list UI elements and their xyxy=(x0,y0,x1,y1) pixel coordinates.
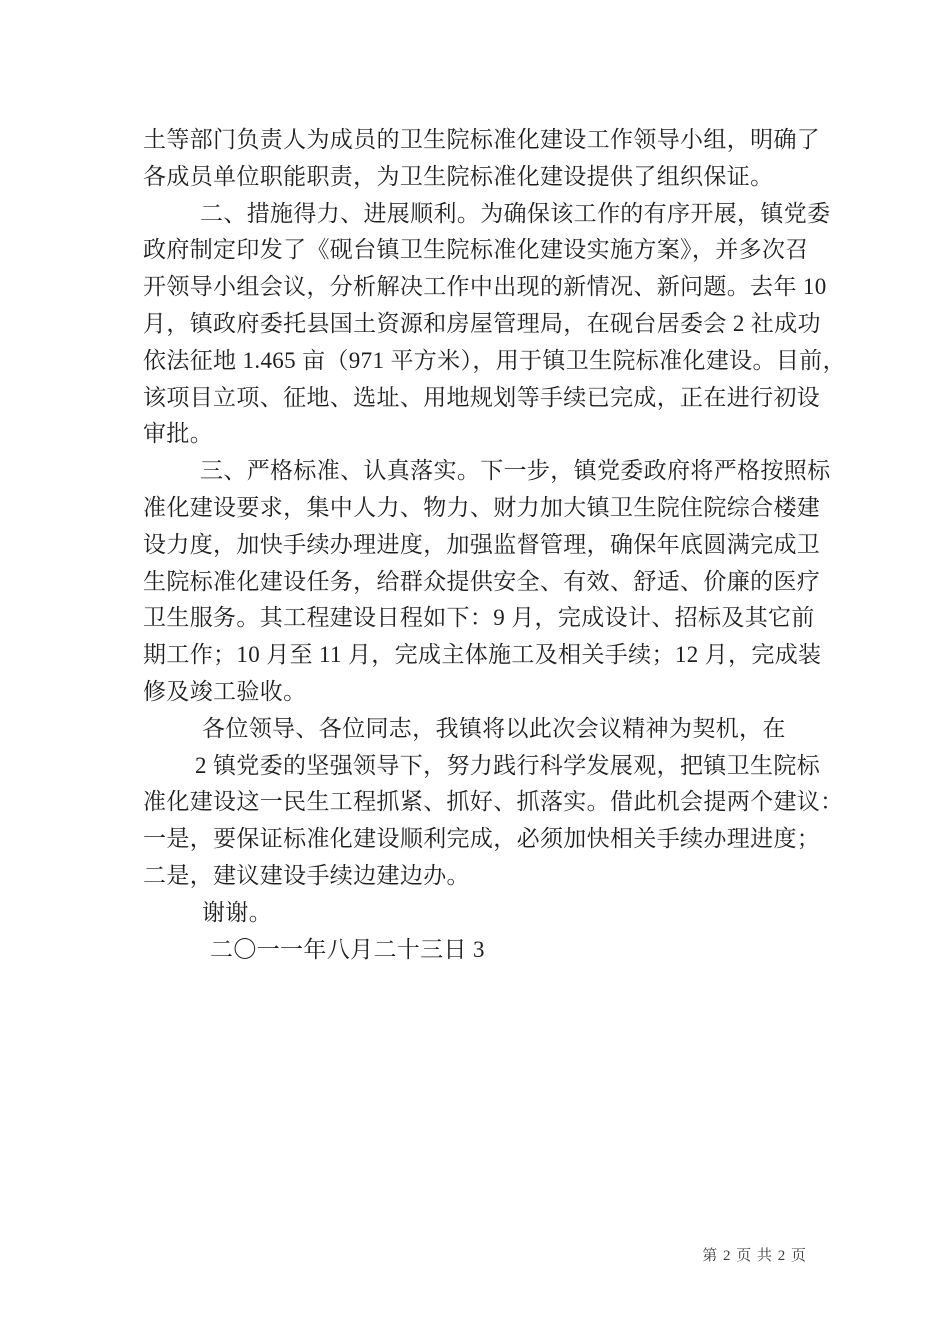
document-line: 审批。 xyxy=(143,421,214,447)
document-line: 设力度，加快手续办理进度，加强监督管理，确保年底圆满完成卫 xyxy=(143,531,821,557)
document-line: 修及竣工验收。 xyxy=(143,678,307,704)
document-line: 二是，建议建设手续边建边办。 xyxy=(143,862,470,888)
document-line: 各成员单位职能职责，为卫生院标准化建设提供了组织保证。 xyxy=(143,163,774,189)
document-line: 各位领导、各位同志，我镇将以此次会议精神为契机，在 xyxy=(202,715,786,741)
document-line: 月，镇政府委托县国土资源和房屋管理局，在砚台居委会 2 社成功 xyxy=(143,310,821,336)
document-line: 生院标准化建设任务，给群众提供安全、有效、舒适、价廉的医疗 xyxy=(143,568,821,594)
document-line: 谢谢。 xyxy=(202,899,273,925)
document-line: 二、措施得力、进展顺利。为确保该工作的有序开展，镇党委 xyxy=(200,200,831,226)
document-body xyxy=(143,122,863,968)
document-line: 一是，要保证标准化建设顺利完成，必须加快相关手续办理进度； xyxy=(143,826,821,852)
document-line: 三、严格标准、认真落实。下一步，镇党委政府将严格按照标 xyxy=(200,458,831,484)
document-line: 二〇一一年八月二十三日 3 xyxy=(210,936,485,962)
document-line: 2 镇党委的坚强领导下，努力践行科学发展观，把镇卫生院标 xyxy=(195,752,821,778)
document-line: 土等部门负责人为成员的卫生院标准化建设工作领导小组，明确了 xyxy=(143,127,821,152)
page-footer xyxy=(702,1246,807,1266)
page-number: 第 2 页 共 2 页 xyxy=(702,1248,807,1264)
document-line: 准化建设要求，集中人力、物力、财力加大镇卫生院住院综合楼建 xyxy=(143,494,821,520)
document-line: 政府制定印发了《砚台镇卫生院标准化建设实施方案》，并多次召 xyxy=(143,237,809,263)
document-line: 卫生服务。其工程建设日程如下：9 月，完成设计、招标及其它前 xyxy=(143,605,815,631)
document-line: 开领导小组会议，分析解决工作中出现的新情况、新问题。去年 10 xyxy=(143,274,827,300)
document-line: 期工作；10 月至 11 月，完成主体施工及相关手续；12 月，完成装 xyxy=(143,642,822,668)
document-line: 依法征地 1.465 亩（971 平方米），用于镇卫生院标准化建设。目前， xyxy=(143,347,846,373)
document-line: 该项目立项、征地、选址、用地规划等手续已完成，正在进行初设 xyxy=(143,384,821,410)
document-line: 准化建设这一民生工程抓紧、抓好、抓落实。借此机会提两个建议： xyxy=(143,789,844,815)
